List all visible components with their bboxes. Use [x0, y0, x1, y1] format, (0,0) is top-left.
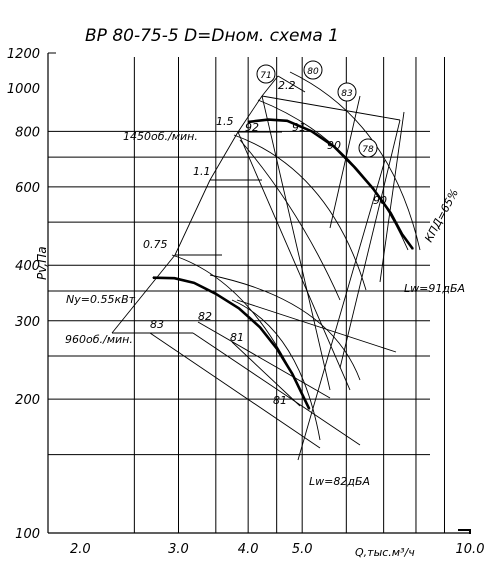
series-1-point-1: [174, 278, 175, 279]
y-tick-label-6: 1000: [6, 82, 40, 98]
y-tick-label-5: 800: [15, 125, 40, 141]
efficiency-arc-5: [290, 72, 420, 250]
y-tick-label-1: 200: [15, 393, 40, 409]
eff-label-82: 82: [198, 310, 212, 323]
y-tick-label-3: 400: [15, 259, 40, 275]
power-line-2: [210, 132, 238, 180]
y-tick-label-4: 600: [15, 180, 40, 196]
x-tick-label-0: 2.0: [69, 542, 91, 557]
series-1-point-8: [302, 394, 303, 395]
series-label-1450: 1450об./мин.: [123, 130, 198, 143]
chart-title: ВР 80-75-5 D=Dном. схема 1: [85, 26, 339, 46]
series-1-point-6: [276, 348, 277, 349]
power-label-055: Ny=0.55кВт: [66, 293, 136, 306]
series-1-point-5: [259, 327, 260, 328]
end-label-lw91: Lw=91дБА: [404, 282, 466, 295]
y-tick-label-0: 100: [15, 527, 40, 542]
y-tick-label-2: 300: [15, 314, 40, 330]
x-tick-label-3: 5.0: [291, 542, 313, 557]
eff-label-81b: 81: [273, 394, 287, 407]
series-0-point-2: [287, 120, 288, 121]
kpd-mark-label-0: 71: [260, 71, 272, 81]
x-tick-label-2: 4.0: [237, 542, 259, 557]
y-tick-label-7: 1200: [6, 47, 40, 62]
x-axis-label: Q,тыс.м³/ч: [355, 546, 415, 559]
power-line-11: [237, 300, 396, 352]
end-label-lw82: Lw=82дБА: [309, 475, 371, 488]
kpd-mark-label-2: 83: [341, 89, 353, 99]
eff-label-92: 92: [245, 121, 259, 134]
series-1-point-4: [238, 308, 239, 309]
series-0-point-7: [390, 212, 391, 213]
power-line-15: [232, 342, 300, 406]
power-line-13: [150, 333, 320, 448]
series-label-960: 960об./мин.: [65, 333, 133, 346]
series-1-point-9: [309, 408, 310, 409]
performance-curves: [152, 119, 413, 410]
power-line-16: [238, 132, 350, 390]
x-tick-label-4: 10.0: [455, 542, 485, 557]
efficiency-arc-6: [240, 140, 340, 300]
eff-label-91: 91: [292, 121, 306, 134]
power-label-22: 2.2: [278, 79, 296, 92]
power-label-15: 1.5: [216, 115, 234, 128]
kpd-label: КПД=65%: [422, 186, 462, 245]
series-1-point-7: [292, 373, 293, 374]
x-tick-label-1: 3.0: [168, 542, 189, 557]
eff-label-83: 83: [150, 318, 164, 331]
power-line-17: [262, 96, 330, 390]
power-line-1: [175, 180, 210, 255]
power-line-12: [262, 96, 400, 120]
eff-label-90a: 90: [327, 139, 341, 152]
kpd-mark-label-3: 78: [362, 145, 374, 155]
power-label-11: 1.1: [193, 165, 211, 178]
kpd-mark-label-1: 80: [307, 67, 319, 77]
series-1-point-0: [152, 277, 153, 278]
power-label-075: 0.75: [143, 238, 168, 251]
series-0-point-9: [412, 248, 413, 249]
series-0-point-6: [372, 188, 373, 189]
y-axis-label: Pv,Па: [35, 246, 49, 280]
eff-label-81a: 81: [230, 331, 244, 344]
series-0-point-8: [401, 234, 402, 235]
series-0-point-5: [354, 166, 355, 167]
series-1-point-3: [215, 293, 216, 294]
series-0-point-1: [268, 119, 269, 120]
eff-label-90b: 90: [373, 194, 387, 207]
series-0-point-3: [311, 131, 312, 132]
series-1-point-2: [194, 282, 195, 283]
power-line-19: [330, 96, 360, 228]
